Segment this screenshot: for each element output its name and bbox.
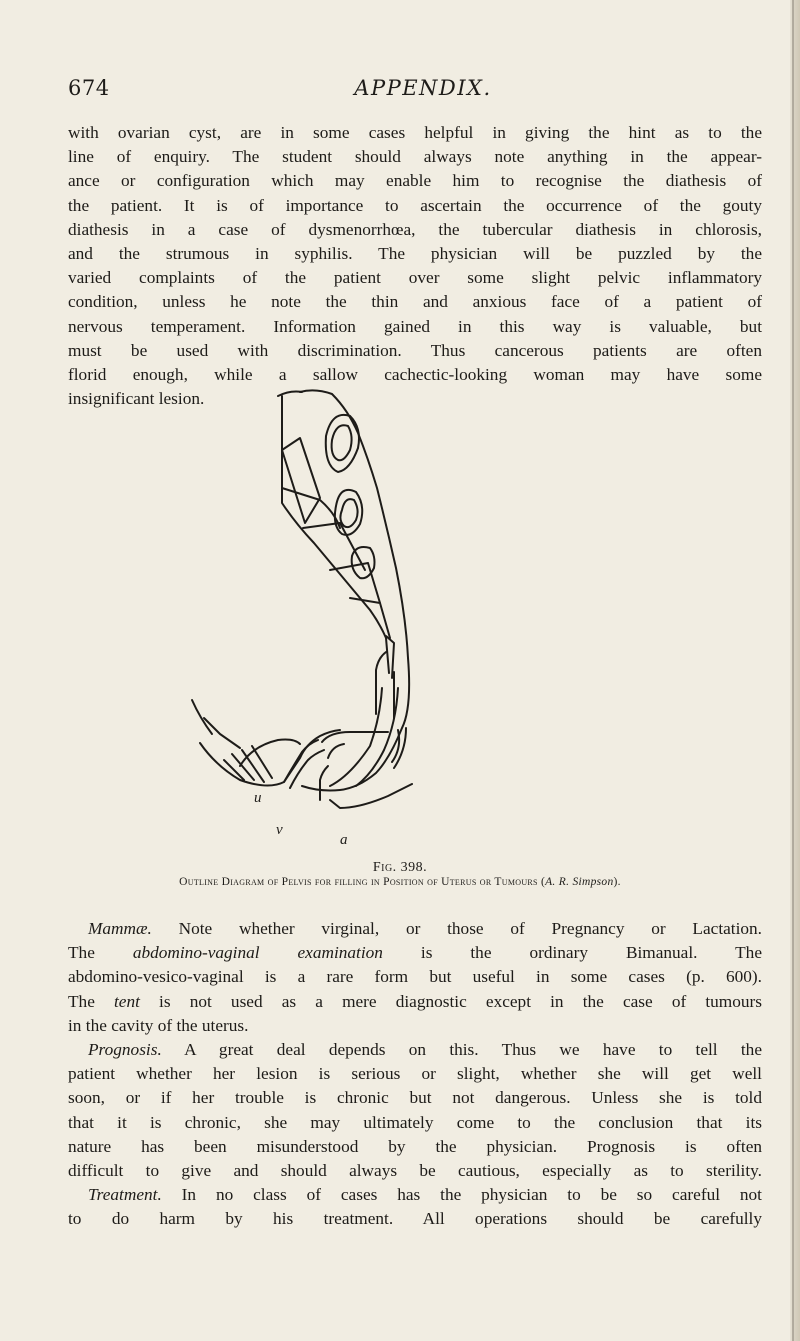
text-line: difficult to give and should always be cautious, especially as to sterility. bbox=[68, 1161, 762, 1181]
text-line: and the strumous in syphilis. The physician will be puzzled by the bbox=[68, 244, 762, 264]
pelvis-outline-diagram bbox=[180, 388, 620, 858]
caption-author: A. R. Simpson bbox=[545, 876, 614, 888]
urethra-curve-2 bbox=[290, 750, 324, 788]
left-wall-line-2 bbox=[204, 718, 240, 748]
text-line: Prognosis. A great deal depends on this. Thus we have to tell the bbox=[88, 1040, 762, 1060]
perineum-line bbox=[330, 784, 412, 808]
text-line: line of enquiry. The student should always note anything in the appear- bbox=[68, 147, 762, 167]
text-line: Mammæ. Note whether virginal, or those of Pregnancy or Lactation. bbox=[88, 919, 762, 938]
caption-end: ). bbox=[613, 876, 621, 888]
vertebra-oval-2-inner bbox=[340, 499, 357, 527]
vertebra-oval-3 bbox=[352, 547, 375, 578]
page-number: 674 bbox=[68, 76, 110, 100]
pubic-outline bbox=[200, 730, 340, 786]
text-line: ance or configuration which may enable him to recognise the diathesis of bbox=[68, 171, 762, 191]
text-line: the patient. It is of importance to ascertain the occurrence of the gouty bbox=[68, 195, 762, 215]
text-line: must be used with discrimination. Thus cancerous patients are often bbox=[68, 340, 762, 360]
text-line: condition, unless he note the thin and anxious face of a patient of bbox=[68, 292, 762, 312]
text-line: insignificant lesion. bbox=[68, 389, 205, 409]
running-head: APPENDIX. bbox=[354, 76, 492, 100]
sacrum-back-top bbox=[278, 392, 302, 397]
text-line: nervous temperament. Information gained in this way is valuable, but bbox=[68, 316, 762, 336]
caption-main: Outline Diagram of Pelvis for filling in Position of Uterus or Tumours ( bbox=[179, 876, 546, 888]
pubic-symphysis-hatch-3 bbox=[242, 750, 264, 782]
vestibule-line bbox=[320, 766, 328, 800]
text-line: in the cavity of the uterus. bbox=[68, 1015, 249, 1035]
text-line: varied complaints of the patient over some slight pelvic inflammatory bbox=[68, 268, 762, 288]
label-v: v bbox=[276, 822, 283, 838]
vaginal-canal-outline bbox=[330, 688, 382, 786]
figure-number: Fig. 398. bbox=[372, 860, 428, 875]
bladder-arc bbox=[322, 732, 388, 742]
text-line: florid enough, while a sallow cachectic-looking woman may have some bbox=[68, 365, 762, 385]
text-line: to do harm by his treatment. All operations should be carefully bbox=[68, 1209, 762, 1229]
sacrum-front-outline bbox=[282, 396, 389, 673]
text-line: nature has been misunderstood by the physician. Prognosis is often bbox=[68, 1136, 762, 1156]
vertebra-segment-2 bbox=[282, 488, 340, 528]
text-line: patient whether her lesion is serious or slight, whether she will get well bbox=[68, 1064, 762, 1084]
text-line: diathesis in a case of dysmenorrhœa, the tubercular diathesis in chlorosis, bbox=[68, 219, 762, 239]
page-edge-shadow bbox=[792, 0, 794, 1341]
text-line: that it is chronic, she may ultimately come to the conclusion that its bbox=[68, 1112, 762, 1132]
text-line: The tent is not used as a mere diagnostic except in the case of tumours bbox=[68, 991, 762, 1011]
text-line: with ovarian cyst, are in some cases helpful in giving the hint as to the bbox=[68, 123, 762, 142]
paragraph-examination bbox=[68, 917, 762, 1232]
label-a: a bbox=[340, 832, 348, 848]
bladder-arc-inner bbox=[328, 744, 344, 758]
pubic-symphysis-hatch-4 bbox=[252, 746, 272, 778]
text-line: The abdomino-vaginal examination is the ordinary Bimanual. The bbox=[68, 943, 762, 963]
text-line: Treatment. In no class of cases has the physician to be so careful not bbox=[88, 1185, 762, 1205]
pubic-symphysis-left bbox=[240, 740, 300, 767]
left-wall-line bbox=[192, 700, 212, 734]
text-line: soon, or if her trouble is chronic but not dangerous. Unless she is told bbox=[68, 1088, 762, 1108]
vertebra-oval-1-inner bbox=[332, 425, 352, 460]
text-line: abdomino-vesico-vaginal is a rare form but useful in some cases (p. 600). bbox=[68, 967, 762, 987]
figure-caption bbox=[0, 876, 800, 888]
paragraph-ovarian-cyst bbox=[68, 121, 762, 411]
label-u: u bbox=[254, 790, 262, 806]
page-header bbox=[68, 76, 778, 106]
